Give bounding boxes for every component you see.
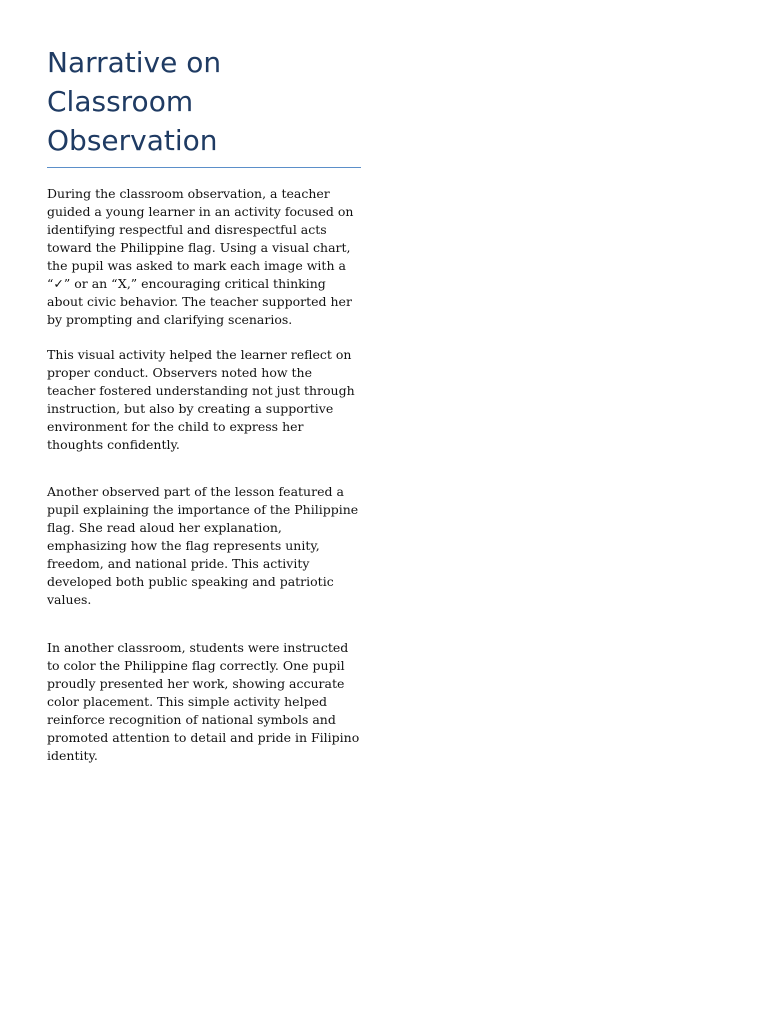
document-title: Narrative on Classroom Observation (47, 46, 222, 157)
paragraph-visual-activity-reflection: This visual activity helped the learner reflect on proper conduct. Observers noted how the teacher fostered understanding not just through instruction, but also by creating a supportive environment for the child to express her thoughts confidently. (47, 347, 355, 452)
paragraph-flag-importance-explanation: Another observed part of the lesson featured a pupil explaining the importance of the Philippine flag. She read aloud her explanation, emphasizing how the flag represents unity, freedom, and national pride. This activity developed both public speaking and patriotic values. (47, 484, 359, 607)
text-column (47, 43, 361, 765)
title-underline-rule (47, 167, 361, 168)
paragraph-flag-coloring-activity: In another classroom, students were instructed to color the Philippine flag correctly. One pupil proudly presented her work, showing accurate color placement. This simple activity helped reinforce recognition of national symbols and promoted attention to detail and pride in Filipino identity. (47, 640, 360, 763)
paragraph-flag-respect-activity: During the classroom observation, a teacher guided a young learner in an activity focused on identifying respectful and disrespectful acts toward the Philippine flag. Using a visual chart, the pupil was asked to mark each image with a “✓” or an “X,” encouraging critical thinking about civic behavior. The teacher supported her by prompting and clarifying scenarios. (47, 186, 354, 327)
